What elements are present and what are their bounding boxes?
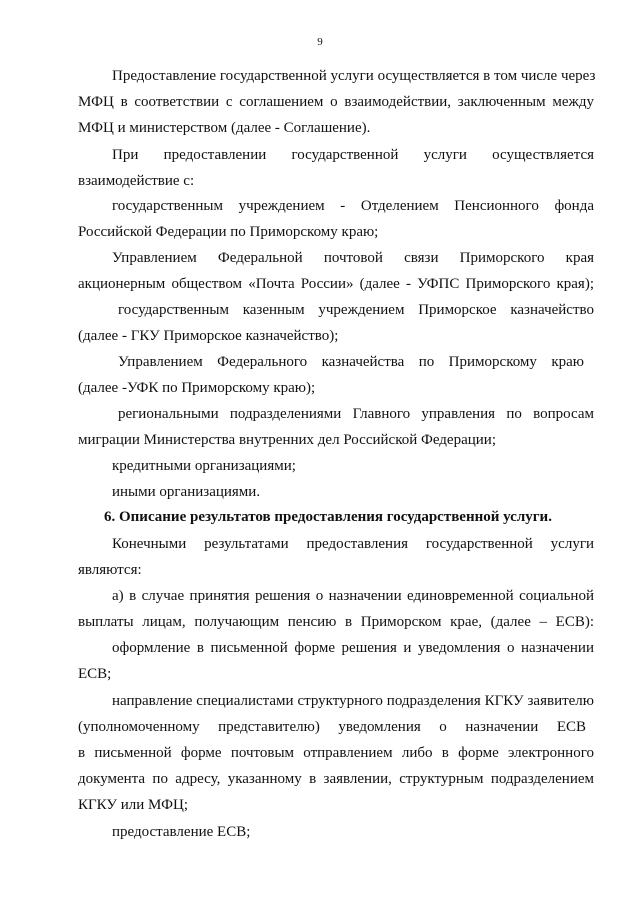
text-line: кредитными организациями; [112,458,296,474]
text-line: государственным казенным учреждением Приморское казначейство [118,302,594,318]
text-line: (уполномоченному представителю) уведомления о назначении ЕСВ [78,719,586,735]
text-line: Конечными результатами предоставления государственной услуги [112,536,594,552]
text-line: оформление в письменной форме решения и уведомления о назначении [112,640,594,656]
text-line: в письменной форме почтовым отправлением либо в форме электронного [78,745,594,761]
text-line: являются: [78,562,142,578]
text-line: выплаты лицам, получающим пенсию в Приморском крае, (далее – ЕСВ): [78,614,594,630]
text-line: региональными подразделениями Главного управления по вопросам [118,406,594,422]
text-line: Российской Федерации по Приморскому краю; [78,224,379,240]
text-line: (далее - ГКУ Приморское казначейство); [78,328,339,344]
text-line: направление специалистами структурного подразделения КГКУ заявителю [112,693,594,709]
text-line: ЕСВ; [78,666,112,682]
text-line: Управлением Федеральной почтовой связи Приморского края [112,250,594,266]
text-line: КГКУ или МФЦ; [78,797,189,813]
text-line: (далее -УФК по Приморскому краю); [78,380,316,396]
text-line: МФЦ и министерством (далее - Соглашение). [78,120,371,136]
text-line: При предоставлении государственной услуги осуществляется [112,147,594,163]
text-line: государственным учреждением - Отделением Пенсионного фонда [112,198,594,214]
text-line: предоставление ЕСВ; [112,824,251,840]
text-line: иными организациями. [112,484,261,500]
text-line: документа по адресу, указанному в заявлении, структурным подразделением [78,771,594,787]
text-line: МФЦ в соответствии с соглашением о взаимодействии, заключенным между [78,94,594,110]
text-line: а) в случае принятия решения о назначении единовременной социальной [112,588,594,604]
page-number: 9 [317,36,323,48]
text-line: взаимодействие с: [78,173,195,189]
section-heading: 6. Описание результатов предоставления государственной услуги. [104,509,552,525]
text-line: Управлением Федерального казначейства по Приморскому краю [118,354,584,370]
text-line: акционерным обществом «Почта России» (далее - УФПС Приморского края); [78,276,594,292]
text-line: миграции Министерства внутренних дел Российской Федерации; [78,432,497,448]
text-line: Предоставление государственной услуги осуществляется в том числе через [112,68,596,84]
